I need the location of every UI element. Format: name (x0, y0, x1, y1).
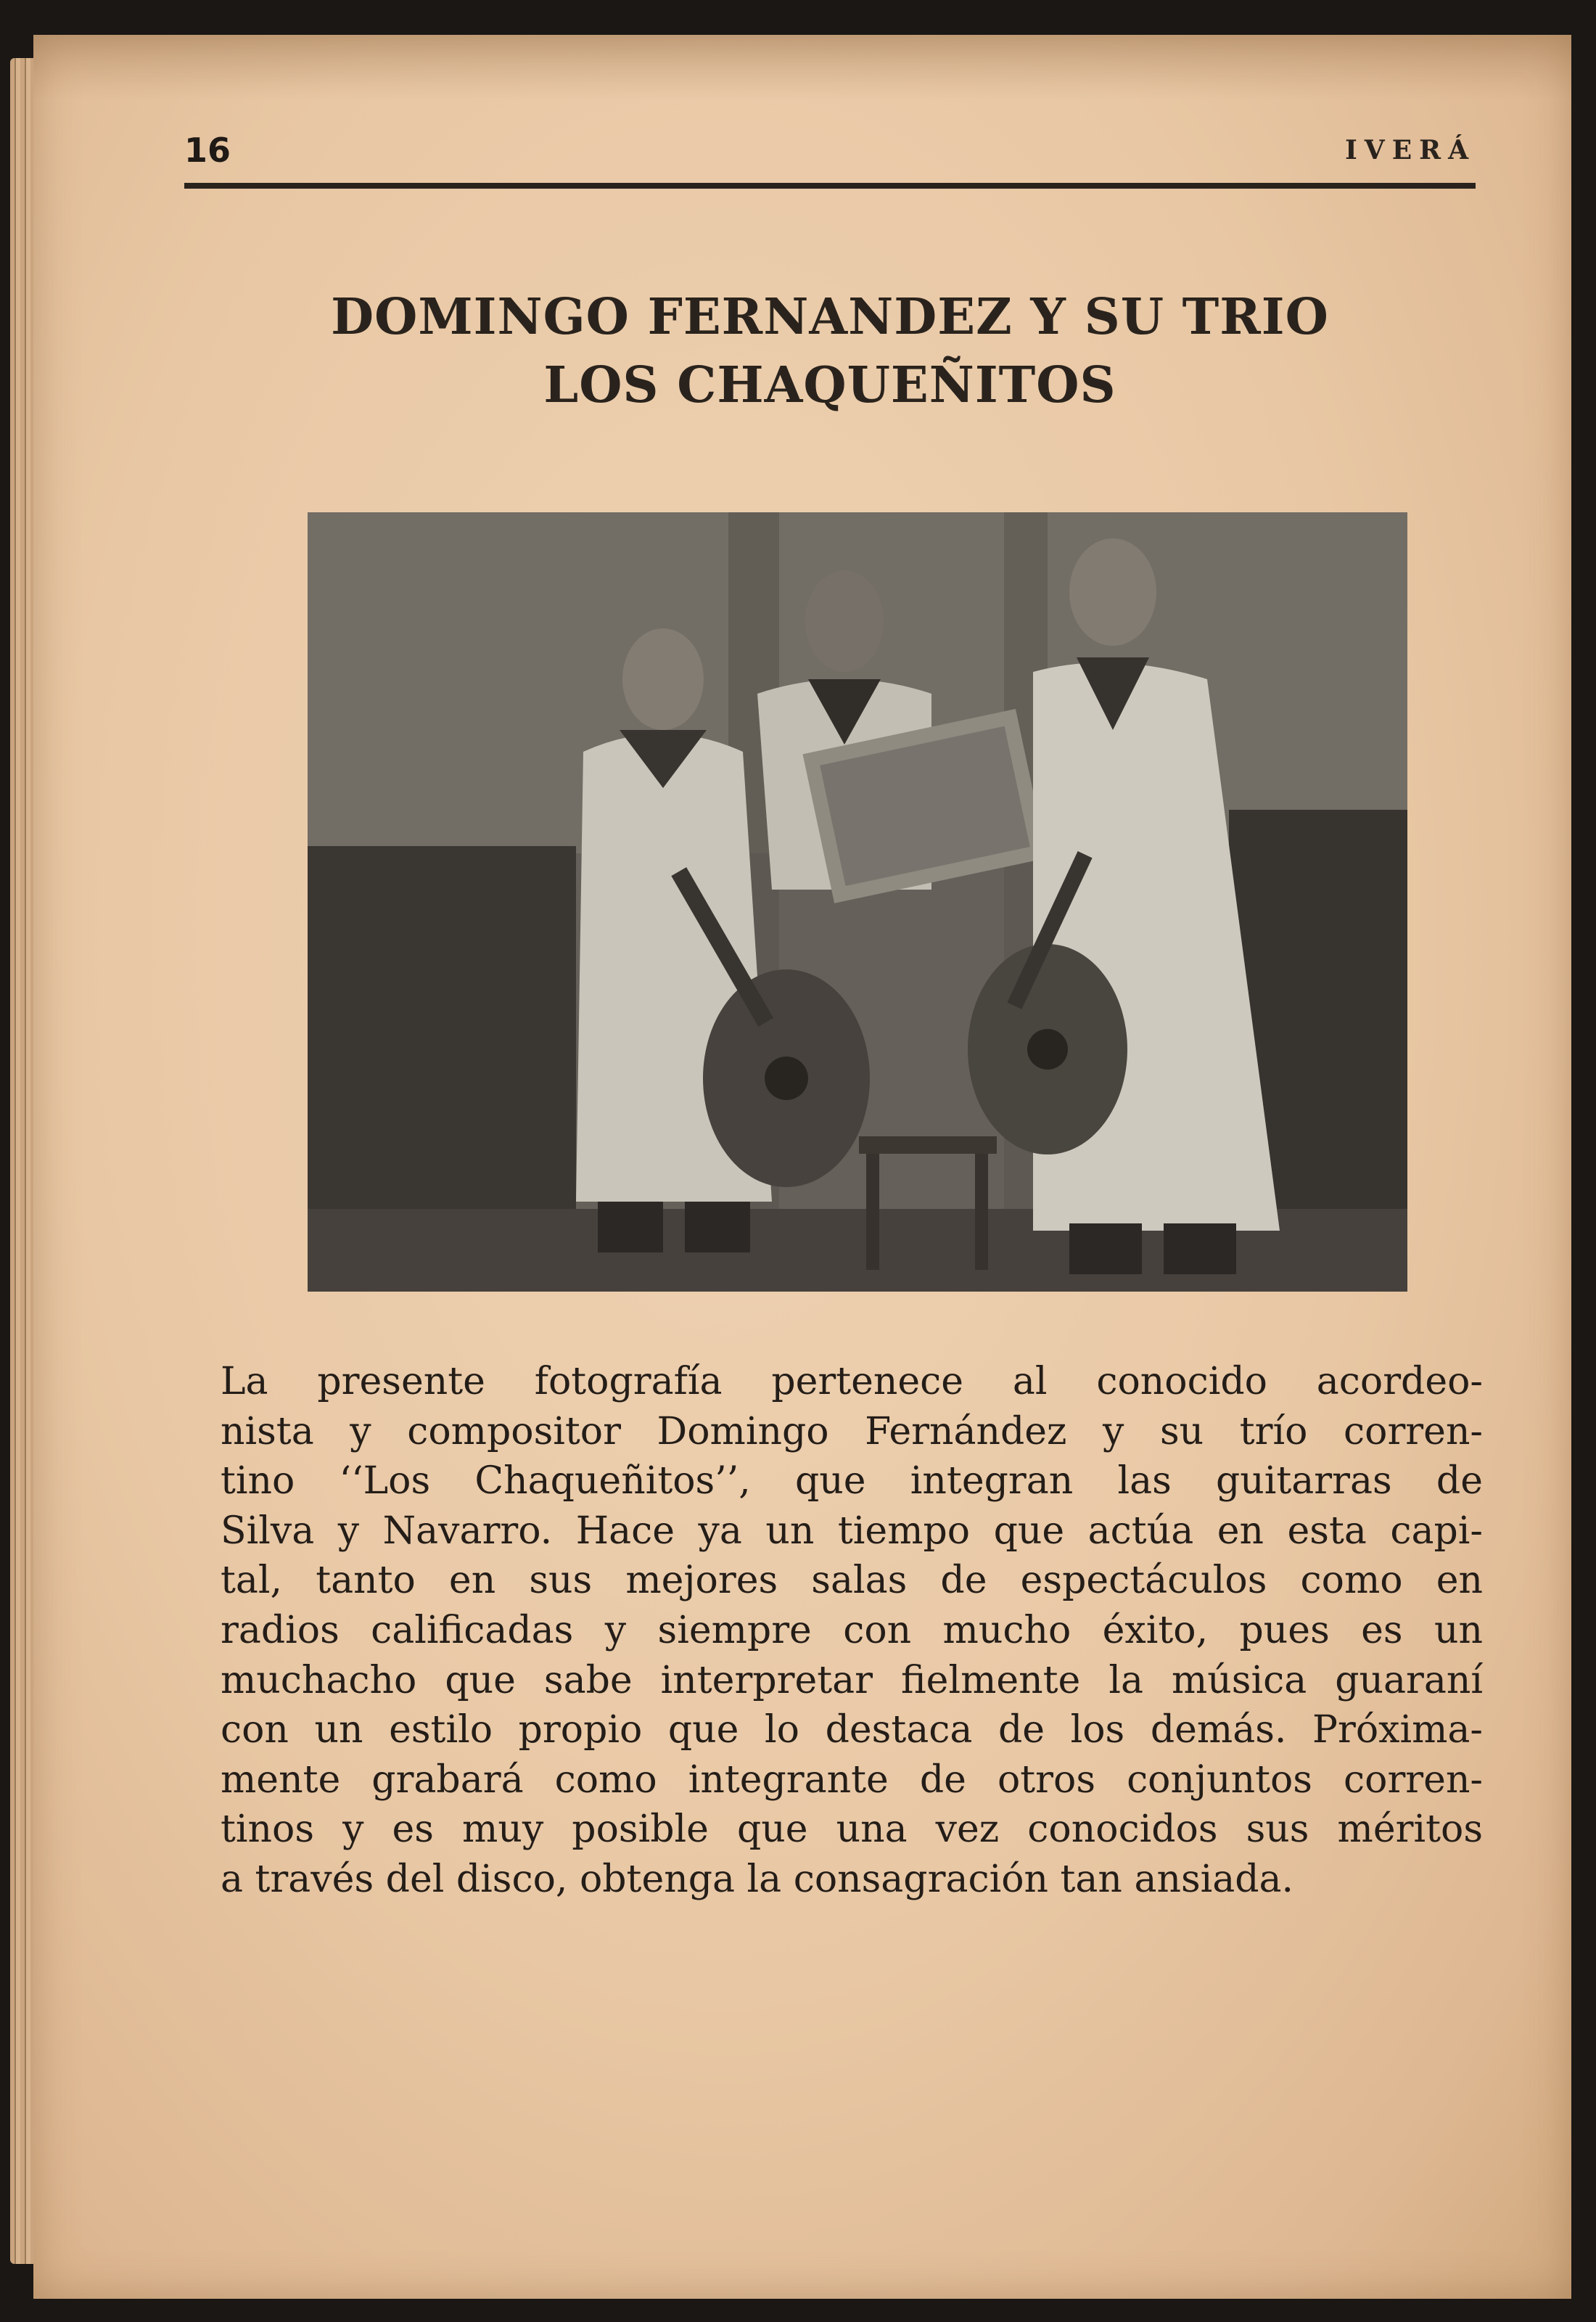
article-title-line: DOMINGO FERNANDEZ Y SU TRIO (331, 288, 1329, 346)
article-title (184, 283, 1476, 419)
body-line: tal, tanto en sus mejores salas de espectáculos como en (221, 1559, 1483, 1603)
trio-photograph (308, 512, 1407, 1292)
photo-illustration (308, 512, 1407, 1292)
body-line: Silva y Navarro. Hace ya un tiempo que actúa en esta capi- (221, 1509, 1483, 1553)
body-line: a través del disco, obtenga la consagración tan ansiada. (221, 1857, 1294, 1901)
header-rule (184, 183, 1476, 189)
body-line: muchacho que sabe interpretar fielmente la música guaraní (221, 1658, 1483, 1702)
body-line: mente grabará como integrante de otros conjuntos corren- (221, 1757, 1483, 1802)
article-body (221, 1357, 1483, 1905)
page-number: 16 (184, 131, 231, 170)
body-line: tinos y es muy posible que una vez conocidos sus méritos (221, 1808, 1483, 1852)
body-line: tino ‘‘Los Chaqueñitos’’, que integran las guitarras de (221, 1459, 1483, 1503)
body-line: La presente fotografía pertenece al conocido acordeo- (221, 1360, 1483, 1403)
running-title: IVERÁ (1344, 135, 1476, 165)
body-line: radios calificadas y siempre con mucho éxito, pues es un (221, 1608, 1483, 1652)
article-title-line: LOS CHAQUEÑITOS (543, 356, 1116, 414)
page-header (184, 91, 1476, 179)
body-line: nista y compositor Domingo Fernández y su trío corren- (221, 1409, 1483, 1453)
body-line: con un estilo propio que lo destaca de los demás. Próxima- (221, 1708, 1483, 1752)
